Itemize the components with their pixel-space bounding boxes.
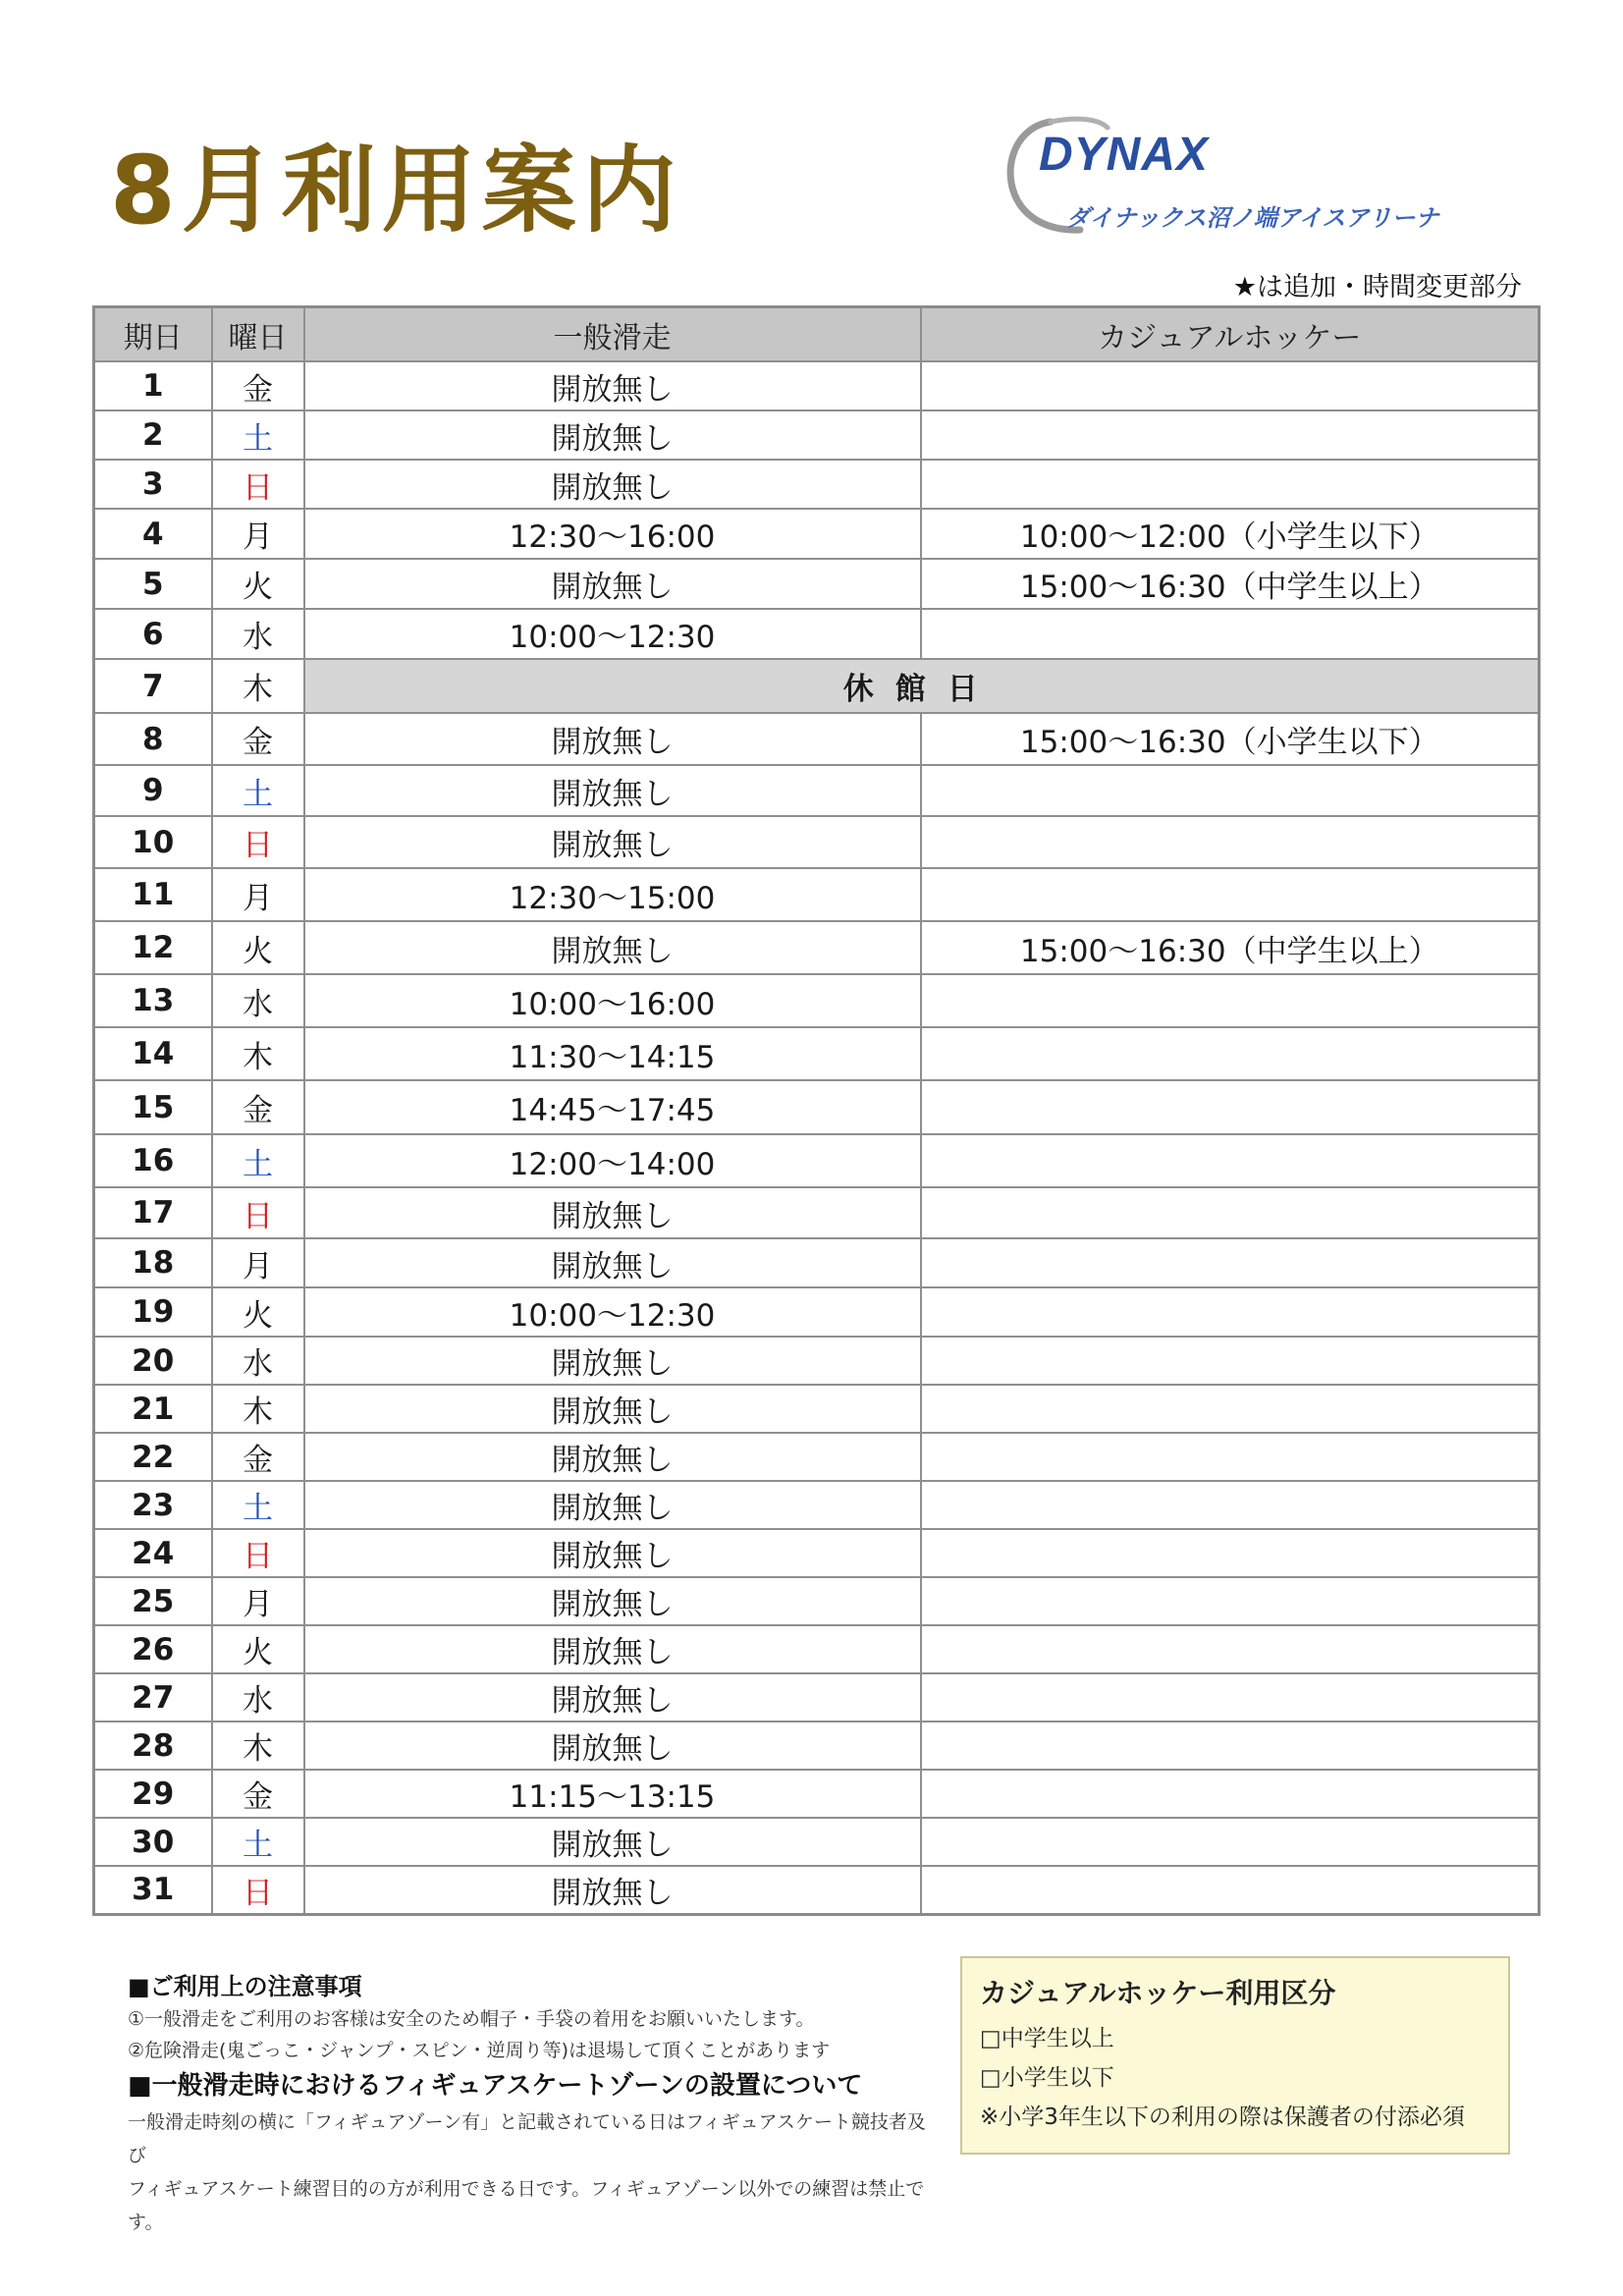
- day-cell: 12: [94, 921, 212, 974]
- weekday-cell: 金: [212, 1770, 304, 1818]
- day-cell: 5: [94, 559, 212, 609]
- notes-line-2: ②危険滑走(鬼ごっこ・ジャンプ・スピン・逆周り等)は退場して頂くことがあります: [128, 2040, 831, 2061]
- weekday-cell: 木: [212, 1027, 304, 1080]
- casual-hockey-cell: [921, 816, 1540, 868]
- casual-hockey-cell: [921, 974, 1540, 1027]
- weekday-cell: 土: [212, 1134, 304, 1187]
- casual-hockey-cell: [921, 1481, 1540, 1529]
- general-skating-cell: 11:15～13:15: [304, 1770, 921, 1818]
- day-cell: 19: [94, 1287, 212, 1337]
- casual-hockey-cell: [921, 1433, 1540, 1481]
- table-row: [94, 609, 1540, 659]
- general-skating-cell: 開放無し: [304, 1866, 921, 1914]
- weekday-cell: 金: [212, 361, 304, 410]
- general-skating-cell: 開放無し: [304, 1529, 921, 1577]
- general-skating-cell: 開放無し: [304, 1385, 921, 1433]
- weekday-cell: 土: [212, 765, 304, 816]
- day-cell: 8: [94, 713, 212, 765]
- weekday-cell: 火: [212, 1625, 304, 1673]
- day-cell: 18: [94, 1238, 212, 1287]
- table-row: [94, 1625, 1540, 1673]
- table-row: [94, 1337, 1540, 1385]
- casual-hockey-cell: [921, 1134, 1540, 1187]
- table-row: [94, 659, 1540, 713]
- casual-hockey-cell: [921, 1385, 1540, 1433]
- table-row: [94, 868, 1540, 921]
- notes-heading: ■ご利用上の注意事項: [128, 1973, 362, 2000]
- table-row: [94, 1287, 1540, 1337]
- schedule-body: [94, 361, 1540, 1914]
- table-header-row: [94, 307, 1540, 362]
- day-cell: 13: [94, 974, 212, 1027]
- casual-hockey-cell: 10:00～12:00（小学生以下）: [921, 509, 1540, 559]
- day-cell: 24: [94, 1529, 212, 1577]
- day-cell: 2: [94, 410, 212, 460]
- general-skating-cell: 開放無し: [304, 1238, 921, 1287]
- day-cell: 30: [94, 1818, 212, 1866]
- table-row: [94, 1385, 1540, 1433]
- general-skating-cell: 開放無し: [304, 1818, 921, 1866]
- day-cell: 17: [94, 1187, 212, 1238]
- casual-hockey-cell: [921, 1287, 1540, 1337]
- notes-line-1: ①一般滑走をご利用のお客様は安全のため帽子・手袋の着用をお願いいたします。: [128, 2008, 815, 2030]
- table-row: [94, 921, 1540, 974]
- casual-hockey-cell: [921, 410, 1540, 460]
- general-skating-cell: 開放無し: [304, 1625, 921, 1673]
- day-cell: 11: [94, 868, 212, 921]
- general-skating-cell: 10:00～16:00: [304, 974, 921, 1027]
- table-row: [94, 1722, 1540, 1770]
- header-general-skating: 一般滑走: [304, 307, 921, 362]
- usage-notes: [128, 1970, 933, 2239]
- table-row: [94, 1481, 1540, 1529]
- general-skating-cell: 12:30～15:00: [304, 868, 921, 921]
- general-skating-cell: 開放無し: [304, 713, 921, 765]
- casual-hockey-cell: [921, 460, 1540, 509]
- weekday-cell: 日: [212, 1866, 304, 1914]
- weekday-cell: 月: [212, 868, 304, 921]
- hockey-box-item-elementary: □小学生以下: [980, 2065, 1114, 2091]
- casual-hockey-cell: [921, 1818, 1540, 1866]
- table-row: [94, 1673, 1540, 1722]
- casual-hockey-cell: [921, 1673, 1540, 1722]
- weekday-cell: 水: [212, 1337, 304, 1385]
- table-row: [94, 816, 1540, 868]
- table-row: [94, 460, 1540, 509]
- table-row: [94, 974, 1540, 1027]
- weekday-cell: 日: [212, 1187, 304, 1238]
- legend-note: ★は追加・時間変更部分: [1232, 272, 1522, 302]
- page-title: 8月利用案内: [110, 136, 682, 246]
- casual-hockey-cell: [921, 1027, 1540, 1080]
- day-cell: 7: [94, 659, 212, 713]
- casual-hockey-cell: [921, 1238, 1540, 1287]
- casual-hockey-cell: [921, 1866, 1540, 1914]
- weekday-cell: 日: [212, 816, 304, 868]
- general-skating-cell: 12:30～16:00: [304, 509, 921, 559]
- casual-hockey-cell: [921, 1770, 1540, 1818]
- weekday-cell: 火: [212, 921, 304, 974]
- weekday-cell: 水: [212, 1673, 304, 1722]
- closed-day-cell: 休館日: [304, 659, 1540, 713]
- casual-hockey-cell: [921, 1187, 1540, 1238]
- weekday-cell: 木: [212, 659, 304, 713]
- casual-hockey-cell: 15:00～16:30（中学生以上）: [921, 559, 1540, 609]
- casual-hockey-cell: [921, 361, 1540, 410]
- general-skating-cell: 10:00～12:30: [304, 609, 921, 659]
- weekday-cell: 月: [212, 1577, 304, 1625]
- table-row: [94, 765, 1540, 816]
- general-skating-cell: 開放無し: [304, 361, 921, 410]
- table-row: [94, 410, 1540, 460]
- weekday-cell: 月: [212, 509, 304, 559]
- weekday-cell: 水: [212, 609, 304, 659]
- day-cell: 28: [94, 1722, 212, 1770]
- day-cell: 6: [94, 609, 212, 659]
- day-cell: 21: [94, 1385, 212, 1433]
- weekday-cell: 月: [212, 1238, 304, 1287]
- figure-zone-heading: ■一般滑走時におけるフィギュアスケートゾーンの設置について: [128, 2071, 863, 2101]
- day-cell: 29: [94, 1770, 212, 1818]
- general-skating-cell: 開放無し: [304, 921, 921, 974]
- weekday-cell: 火: [212, 1287, 304, 1337]
- weekday-cell: 火: [212, 559, 304, 609]
- day-cell: 15: [94, 1080, 212, 1134]
- table-row: [94, 559, 1540, 609]
- day-cell: 4: [94, 509, 212, 559]
- day-cell: 22: [94, 1433, 212, 1481]
- general-skating-cell: 開放無し: [304, 1673, 921, 1722]
- day-cell: 14: [94, 1027, 212, 1080]
- table-row: [94, 1770, 1540, 1818]
- day-cell: 26: [94, 1625, 212, 1673]
- header-date: 期日: [94, 307, 212, 362]
- table-row: [94, 1187, 1540, 1238]
- day-cell: 16: [94, 1134, 212, 1187]
- day-cell: 9: [94, 765, 212, 816]
- weekday-cell: 日: [212, 460, 304, 509]
- weekday-cell: 水: [212, 974, 304, 1027]
- weekday-cell: 金: [212, 713, 304, 765]
- arena-logo: [992, 108, 1463, 246]
- table-row: [94, 1433, 1540, 1481]
- table-row: [94, 1529, 1540, 1577]
- day-cell: 20: [94, 1337, 212, 1385]
- weekday-cell: 金: [212, 1433, 304, 1481]
- general-skating-cell: 開放無し: [304, 559, 921, 609]
- casual-hockey-cell: [921, 609, 1540, 659]
- general-skating-cell: 開放無し: [304, 1481, 921, 1529]
- table-row: [94, 713, 1540, 765]
- casual-hockey-cell: [921, 1722, 1540, 1770]
- day-cell: 10: [94, 816, 212, 868]
- casual-hockey-cell: [921, 1080, 1540, 1134]
- general-skating-cell: 開放無し: [304, 410, 921, 460]
- casual-hockey-cell: [921, 1529, 1540, 1577]
- logo-arena-name: ダイナックス沼ノ端アイスアリーナ: [1066, 204, 1439, 232]
- day-cell: 23: [94, 1481, 212, 1529]
- header-casual-hockey: カジュアルホッケー: [921, 307, 1540, 362]
- figure-zone-text-1: 一般滑走時刻の横に「フィギュアゾーン有」と記載されている日はフィギュアスケート競技者及び: [128, 2111, 926, 2166]
- day-cell: 31: [94, 1866, 212, 1914]
- casual-hockey-cell: [921, 1577, 1540, 1625]
- table-row: [94, 1238, 1540, 1287]
- hockey-box-item-junior-high: □中学生以上: [980, 2026, 1114, 2051]
- weekday-cell: 土: [212, 1481, 304, 1529]
- general-skating-cell: 11:30～14:15: [304, 1027, 921, 1080]
- general-skating-cell: 開放無し: [304, 460, 921, 509]
- casual-hockey-cell: 15:00～16:30（中学生以上）: [921, 921, 1540, 974]
- day-cell: 27: [94, 1673, 212, 1722]
- table-row: [94, 1134, 1540, 1187]
- logo-brand: DYNAX: [1039, 129, 1210, 181]
- table-row: [94, 1577, 1540, 1625]
- weekday-cell: 土: [212, 410, 304, 460]
- table-row: [94, 1866, 1540, 1914]
- general-skating-cell: 開放無し: [304, 1337, 921, 1385]
- weekday-cell: 日: [212, 1529, 304, 1577]
- hockey-category-box: [960, 1956, 1510, 2155]
- hockey-box-title: カジュアルホッケー利用区分: [980, 1977, 1336, 2009]
- header-weekday: 曜日: [212, 307, 304, 362]
- general-skating-cell: 開放無し: [304, 816, 921, 868]
- casual-hockey-cell: 15:00～16:30（小学生以下）: [921, 713, 1540, 765]
- general-skating-cell: 開放無し: [304, 765, 921, 816]
- day-cell: 3: [94, 460, 212, 509]
- day-cell: 25: [94, 1577, 212, 1625]
- hockey-box-note: ※小学3年生以下の利用の際は保護者の付添必須: [980, 2105, 1465, 2130]
- general-skating-cell: 開放無し: [304, 1187, 921, 1238]
- general-skating-cell: 12:00～14:00: [304, 1134, 921, 1187]
- table-row: [94, 1080, 1540, 1134]
- general-skating-cell: 開放無し: [304, 1433, 921, 1481]
- casual-hockey-cell: [921, 1337, 1540, 1385]
- casual-hockey-cell: [921, 765, 1540, 816]
- weekday-cell: 金: [212, 1080, 304, 1134]
- general-skating-cell: 10:00～12:30: [304, 1287, 921, 1337]
- casual-hockey-cell: [921, 1625, 1540, 1673]
- general-skating-cell: 14:45～17:45: [304, 1080, 921, 1134]
- weekday-cell: 木: [212, 1722, 304, 1770]
- table-row: [94, 361, 1540, 410]
- weekday-cell: 土: [212, 1818, 304, 1866]
- casual-hockey-cell: [921, 868, 1540, 921]
- figure-zone-text-2: フィギュアスケート練習目的の方が利用できる日です。フィギュアゾーン以外での練習は禁止です。: [128, 2178, 925, 2233]
- table-row: [94, 509, 1540, 559]
- schedule-table: [92, 305, 1541, 1916]
- general-skating-cell: 開放無し: [304, 1722, 921, 1770]
- table-row: [94, 1818, 1540, 1866]
- weekday-cell: 木: [212, 1385, 304, 1433]
- table-row: [94, 1027, 1540, 1080]
- day-cell: 1: [94, 361, 212, 410]
- general-skating-cell: 開放無し: [304, 1577, 921, 1625]
